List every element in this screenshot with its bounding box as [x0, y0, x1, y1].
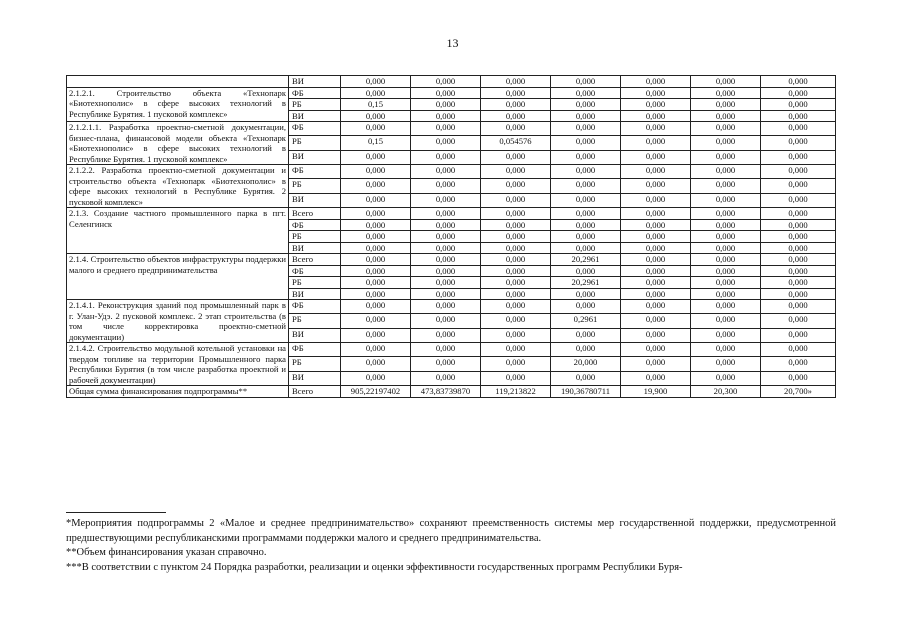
amount-cell: 0,000 [411, 150, 481, 164]
funding-source: ФБ [289, 87, 341, 99]
funding-source: ФБ [289, 265, 341, 277]
amount-cell: 0,000 [691, 87, 761, 99]
amount-cell: 0,000 [411, 242, 481, 254]
amount-cell: 0,000 [481, 328, 551, 342]
amount-cell: 0,000 [621, 219, 691, 231]
amount-cell: 0,000 [481, 231, 551, 243]
amount-cell: 0,000 [481, 76, 551, 88]
amount-cell: 0,000 [761, 76, 836, 88]
amount-cell: 0,000 [341, 343, 411, 357]
amount-cell: 0,000 [761, 165, 836, 179]
funding-source: РБ [289, 357, 341, 371]
amount-cell: 0,000 [411, 277, 481, 289]
amount-cell: 0,000 [481, 254, 551, 266]
amount-cell: 0,000 [341, 193, 411, 207]
amount-cell: 0,000 [691, 99, 761, 111]
amount-cell: 0,000 [761, 231, 836, 243]
amount-cell: 0,000 [761, 300, 836, 314]
amount-cell: 0,000 [551, 99, 621, 111]
amount-cell: 0,000 [551, 231, 621, 243]
amount-cell: 0,000 [411, 87, 481, 99]
amount-cell: 0,000 [621, 328, 691, 342]
amount-cell: 0,000 [621, 314, 691, 328]
amount-cell: 0,000 [551, 136, 621, 150]
financing-table [66, 75, 836, 398]
amount-cell: 0,000 [551, 219, 621, 231]
amount-cell: 0,000 [341, 357, 411, 371]
amount-cell: 0,000 [341, 277, 411, 289]
amount-cell: 0,000 [761, 179, 836, 193]
amount-cell: 0,000 [621, 136, 691, 150]
funding-source: ФБ [289, 343, 341, 357]
amount-cell: 0,000 [411, 300, 481, 314]
page-number: 13 [446, 36, 459, 50]
amount-cell: 0,000 [411, 328, 481, 342]
amount-cell: 0,000 [341, 254, 411, 266]
measure-name: 2.1.2.1. Строительство объекта «Технопарк «Биотехнополис» в сфере высоких технологий в Республике Бурятия. 1 пусковой комплекс» [67, 87, 289, 122]
amount-cell: 0,000 [761, 254, 836, 266]
amount-cell: 0,000 [691, 76, 761, 88]
amount-cell: 0,000 [411, 193, 481, 207]
funding-source: ВИ [289, 242, 341, 254]
footnote-3: ***В соответствии с пунктом 24 Порядка разработки, реализации и оценки эффективности государственных программ Республики Буря- [66, 561, 683, 573]
amount-cell: 905,22197402 [341, 386, 411, 398]
amount-cell: 0,000 [411, 371, 481, 385]
amount-cell: 0,000 [761, 193, 836, 207]
funding-source: ВИ [289, 328, 341, 342]
table-row [67, 122, 836, 136]
amount-cell: 0,000 [691, 231, 761, 243]
amount-cell: 0,000 [481, 277, 551, 289]
amount-cell: 0,000 [551, 328, 621, 342]
amount-cell: 0,000 [691, 122, 761, 136]
amount-cell: 0,000 [481, 150, 551, 164]
amount-cell: 0,000 [621, 254, 691, 266]
amount-cell: 473,83739870 [411, 386, 481, 398]
amount-cell: 0,000 [761, 219, 836, 231]
amount-cell: 0,000 [621, 165, 691, 179]
amount-cell: 0,000 [691, 357, 761, 371]
amount-cell: 0,000 [481, 265, 551, 277]
amount-cell: 0,000 [761, 288, 836, 300]
amount-cell: 0,000 [411, 254, 481, 266]
amount-cell: 0,000 [621, 300, 691, 314]
funding-source: ФБ [289, 219, 341, 231]
amount-cell: 0,000 [341, 328, 411, 342]
amount-cell: 0,000 [411, 165, 481, 179]
amount-cell: 0,000 [481, 122, 551, 136]
amount-cell: 0,000 [621, 277, 691, 289]
funding-source: ВИ [289, 150, 341, 164]
amount-cell: 0,000 [691, 277, 761, 289]
amount-cell: 190,36780711 [551, 386, 621, 398]
funding-source: ВИ [289, 288, 341, 300]
amount-cell: 0,000 [411, 231, 481, 243]
amount-cell: 0,000 [691, 242, 761, 254]
amount-cell: 0,000 [551, 343, 621, 357]
amount-cell: 0,000 [481, 179, 551, 193]
amount-cell: 0,000 [761, 242, 836, 254]
funding-source: ФБ [289, 122, 341, 136]
amount-cell: 0,000 [551, 300, 621, 314]
amount-cell: 0,000 [551, 122, 621, 136]
amount-cell: 0,000 [341, 165, 411, 179]
amount-cell: 0,000 [621, 179, 691, 193]
table-row [67, 300, 836, 314]
amount-cell: 0,000 [621, 76, 691, 88]
amount-cell: 0,000 [691, 193, 761, 207]
amount-cell: 0,000 [691, 208, 761, 220]
amount-cell: 0,000 [621, 122, 691, 136]
amount-cell: 0,000 [621, 193, 691, 207]
amount-cell: 0,000 [551, 76, 621, 88]
table-row [67, 76, 836, 88]
amount-cell: 0,000 [341, 87, 411, 99]
amount-cell: 0,000 [481, 242, 551, 254]
amount-cell: 0,000 [481, 87, 551, 99]
measure-name: 2.1.3. Создание частного промышленного парка в пгт. Селенгинск [67, 208, 289, 254]
amount-cell: 0,000 [551, 150, 621, 164]
funding-source: ФБ [289, 300, 341, 314]
measure-name: Общая сумма финансирования подпрограммы** [67, 386, 289, 398]
amount-cell: 20,000 [551, 357, 621, 371]
amount-cell: 0,000 [621, 357, 691, 371]
amount-cell: 0,000 [621, 288, 691, 300]
amount-cell: 0,000 [621, 371, 691, 385]
amount-cell: 0,000 [761, 328, 836, 342]
amount-cell: 0,000 [481, 219, 551, 231]
amount-cell: 0,000 [761, 122, 836, 136]
amount-cell: 0,000 [761, 314, 836, 328]
amount-cell: 20,2961 [551, 277, 621, 289]
amount-cell: 0,000 [691, 288, 761, 300]
funding-source: РБ [289, 99, 341, 111]
amount-cell: 0,000 [621, 87, 691, 99]
measure-name: 2.1.4. Строительство объектов инфраструктуры поддержки малого и среднего предпринимательства [67, 254, 289, 300]
amount-cell: 0,000 [341, 76, 411, 88]
amount-cell: 0,000 [411, 219, 481, 231]
measure-name: 2.1.4.2. Строительство модульной котельной установки на твердом топливе на территории Промышленного парка Республики Бурятия (в том числе разработка проектной и рабочей документации) [67, 343, 289, 386]
amount-cell: 0,000 [411, 99, 481, 111]
amount-cell: 0,000 [691, 343, 761, 357]
amount-cell: 0,000 [411, 136, 481, 150]
amount-cell: 20,300 [691, 386, 761, 398]
funding-source: РБ [289, 314, 341, 328]
amount-cell: 0,15 [341, 136, 411, 150]
funding-source: Всего [289, 208, 341, 220]
amount-cell: 0,000 [551, 208, 621, 220]
amount-cell: 0,000 [551, 265, 621, 277]
amount-cell: 0,000 [341, 231, 411, 243]
amount-cell: 0,000 [761, 343, 836, 357]
funding-source: ФБ [289, 165, 341, 179]
table-row [67, 343, 836, 357]
amount-cell: 0,000 [551, 371, 621, 385]
amount-cell: 0,000 [691, 165, 761, 179]
amount-cell: 0,2961 [551, 314, 621, 328]
amount-cell: 20,700» [761, 386, 836, 398]
amount-cell: 0,000 [341, 371, 411, 385]
amount-cell: 0,000 [341, 314, 411, 328]
funding-source: РБ [289, 277, 341, 289]
amount-cell: 0,000 [411, 122, 481, 136]
amount-cell: 0,000 [341, 150, 411, 164]
funding-source: ВИ [289, 371, 341, 385]
amount-cell: 0,000 [621, 150, 691, 164]
funding-source: ВИ [289, 193, 341, 207]
amount-cell: 0,000 [691, 300, 761, 314]
amount-cell: 0,000 [551, 242, 621, 254]
amount-cell: 0,000 [761, 87, 836, 99]
amount-cell: 0,000 [761, 277, 836, 289]
amount-cell: 0,000 [761, 357, 836, 371]
footnote-separator [66, 512, 166, 513]
amount-cell: 0,000 [621, 208, 691, 220]
amount-cell: 0,000 [621, 242, 691, 254]
table-row [67, 386, 836, 398]
amount-cell: 0,000 [621, 231, 691, 243]
amount-cell: 0,000 [481, 110, 551, 122]
funding-source: ВИ [289, 110, 341, 122]
amount-cell: 0,000 [691, 136, 761, 150]
amount-cell: 0,000 [481, 193, 551, 207]
measure-name: 2.1.2.2. Разработка проектно-сметной документации и строительство объекта «Технопарк «Биотехнополис» в сфере высоких технологий в Республике Бурятия. 2 пусковой комплекс» [67, 165, 289, 208]
amount-cell: 0,000 [481, 288, 551, 300]
measure-name: 2.1.2.1.1. Разработка проектно-сметной документации, бизнес-плана, финансовой модели объекта «Технопарк «Биотехнополис» в сфере высоких технологий в Республике Бурятия. 1 пусковой комплекс» [67, 122, 289, 165]
measure-name [67, 76, 289, 88]
amount-cell: 0,000 [691, 110, 761, 122]
amount-cell: 0,000 [691, 150, 761, 164]
funding-source: РБ [289, 136, 341, 150]
amount-cell: 0,000 [761, 136, 836, 150]
amount-cell: 0,000 [411, 208, 481, 220]
amount-cell: 0,000 [411, 265, 481, 277]
amount-cell: 0,000 [551, 193, 621, 207]
amount-cell: 0,000 [691, 179, 761, 193]
amount-cell: 0,000 [691, 371, 761, 385]
amount-cell: 0,000 [411, 288, 481, 300]
amount-cell: 0,000 [481, 357, 551, 371]
funding-source: РБ [289, 179, 341, 193]
amount-cell: 0,000 [691, 328, 761, 342]
amount-cell: 0,000 [691, 219, 761, 231]
amount-cell: 0,000 [341, 288, 411, 300]
amount-cell: 0,000 [691, 265, 761, 277]
amount-cell: 0,000 [691, 314, 761, 328]
amount-cell: 0,000 [341, 219, 411, 231]
amount-cell: 0,000 [341, 179, 411, 193]
funding-source: ВИ [289, 76, 341, 88]
amount-cell: 0,000 [621, 343, 691, 357]
amount-cell: 20,2961 [551, 254, 621, 266]
amount-cell: 0,000 [411, 314, 481, 328]
amount-cell: 119,213822 [481, 386, 551, 398]
footnote-1: *Мероприятия подпрограммы 2 «Малое и среднее предпринимательство» сохраняют преемственность системы мер государственной поддержки, предусмотренной предшествующими республиканскими программами поддержки малого и среднего предпринимательства. [66, 518, 836, 544]
footnotes [66, 517, 836, 575]
table-row [67, 208, 836, 220]
amount-cell: 0,000 [691, 254, 761, 266]
table-row [67, 87, 836, 99]
footnote-2: **Объем финансирования указан справочно. [66, 547, 267, 559]
table-row [67, 165, 836, 179]
amount-cell: 0,15 [341, 99, 411, 111]
funding-source: Всего [289, 386, 341, 398]
amount-cell: 0,054576 [481, 136, 551, 150]
amount-cell: 0,000 [761, 265, 836, 277]
funding-source: Всего [289, 254, 341, 266]
amount-cell: 0,000 [481, 208, 551, 220]
amount-cell: 0,000 [761, 110, 836, 122]
amount-cell: 0,000 [341, 242, 411, 254]
amount-cell: 0,000 [341, 300, 411, 314]
amount-cell: 0,000 [761, 208, 836, 220]
amount-cell: 0,000 [411, 357, 481, 371]
amount-cell: 0,000 [551, 288, 621, 300]
measure-name: 2.1.4.1. Реконструкция зданий под промышленный парк в г. Улан-Удэ. 2 пусковой комплекс. 2 этап строительства (в том числе корректировка проектно-сметной документации) [67, 300, 289, 343]
table-row [67, 254, 836, 266]
amount-cell: 0,000 [481, 314, 551, 328]
amount-cell: 0,000 [481, 343, 551, 357]
amount-cell: 0,000 [341, 122, 411, 136]
amount-cell: 0,000 [481, 300, 551, 314]
amount-cell: 0,000 [411, 110, 481, 122]
amount-cell: 0,000 [551, 110, 621, 122]
amount-cell: 0,000 [761, 371, 836, 385]
amount-cell: 0,000 [621, 99, 691, 111]
amount-cell: 0,000 [341, 265, 411, 277]
amount-cell: 0,000 [481, 371, 551, 385]
amount-cell: 0,000 [551, 179, 621, 193]
amount-cell: 0,000 [621, 110, 691, 122]
amount-cell: 19,900 [621, 386, 691, 398]
amount-cell: 0,000 [481, 99, 551, 111]
funding-source: РБ [289, 231, 341, 243]
amount-cell: 0,000 [761, 150, 836, 164]
amount-cell: 0,000 [481, 165, 551, 179]
amount-cell: 0,000 [551, 165, 621, 179]
amount-cell: 0,000 [621, 265, 691, 277]
amount-cell: 0,000 [411, 179, 481, 193]
amount-cell: 0,000 [411, 76, 481, 88]
amount-cell: 0,000 [761, 99, 836, 111]
amount-cell: 0,000 [341, 110, 411, 122]
amount-cell: 0,000 [341, 208, 411, 220]
amount-cell: 0,000 [411, 343, 481, 357]
amount-cell: 0,000 [551, 87, 621, 99]
